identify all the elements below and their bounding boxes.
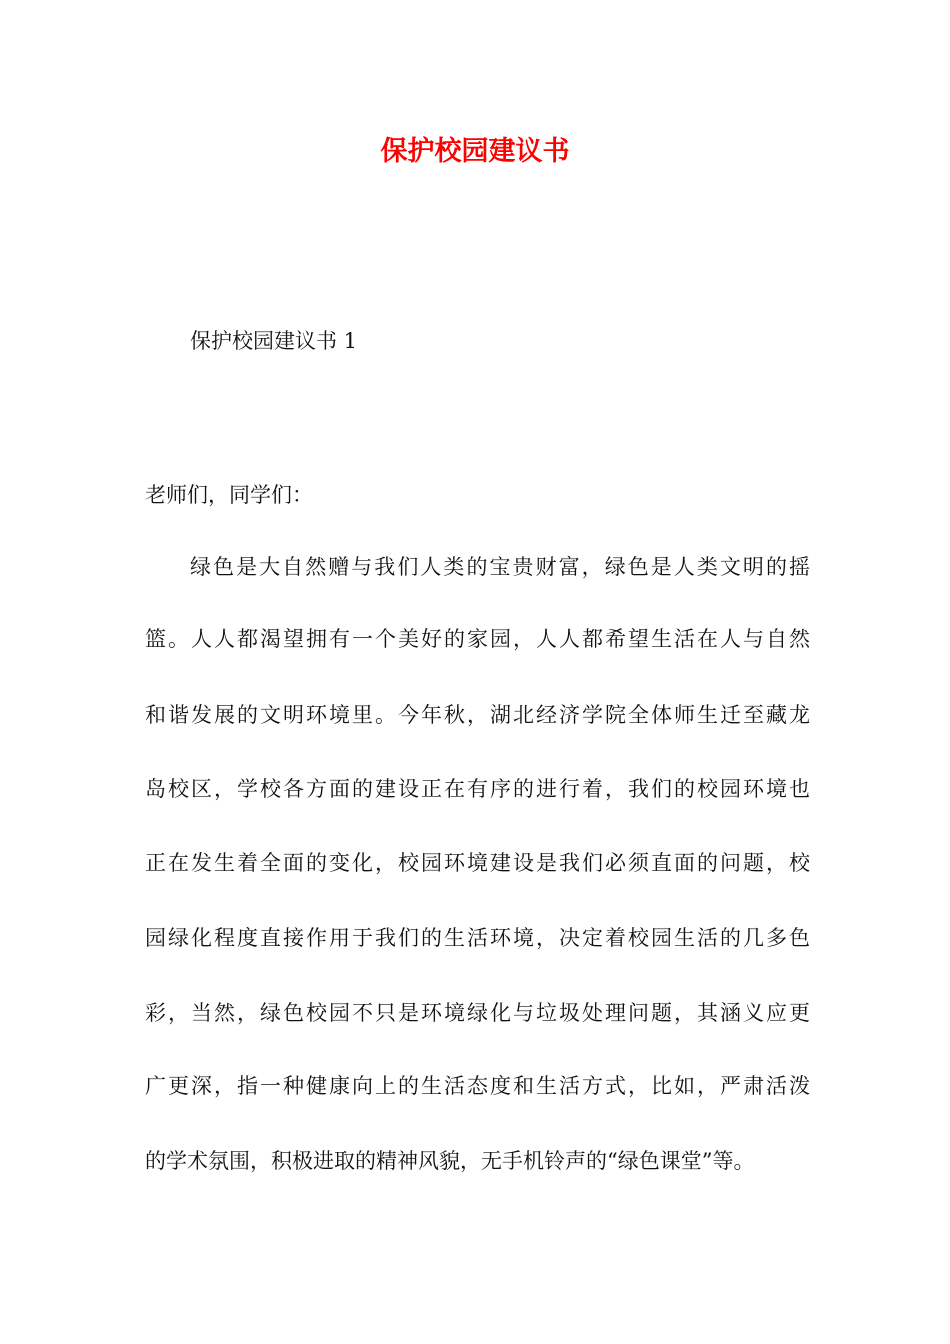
salutation: 老师们，同学们：	[145, 483, 313, 507]
body-line-8: 广更深，指一种健康向上的生活态度和生活方式，比如，严肃活泼	[145, 1074, 810, 1098]
body-line-2: 篮。人人都渴望拥有一个美好的家园，人人都希望生活在人与自然	[145, 627, 810, 651]
body-line-6: 园绿化程度直接作用于我们的生活环境，决定着校园生活的几多色	[145, 926, 810, 950]
body-line-5: 正在发生着全面的变化，校园环境建设是我们必须直面的问题，校	[145, 851, 810, 875]
body-line-9: 的学术氛围，积极进取的精神风貌，无手机铃声的“绿色课堂”等。	[145, 1149, 755, 1173]
body-line-3: 和谐发展的文明环境里。今年秋，湖北经济学院全体师生迁至藏龙	[145, 703, 810, 727]
body-line-7: 彩，当然，绿色校园不只是环境绿化与垃圾处理问题，其涵义应更	[145, 1001, 810, 1025]
body-line-4: 岛校区，学校各方面的建设正在有序的进行着，我们的校园环境也	[145, 777, 810, 801]
body-line-1: 绿色是大自然赠与我们人类的宝贵财富，绿色是人类文明的摇	[190, 555, 810, 579]
document-subtitle: 保护校园建议书 1	[190, 329, 358, 353]
document-title: 保护校园建议书	[380, 136, 570, 167]
